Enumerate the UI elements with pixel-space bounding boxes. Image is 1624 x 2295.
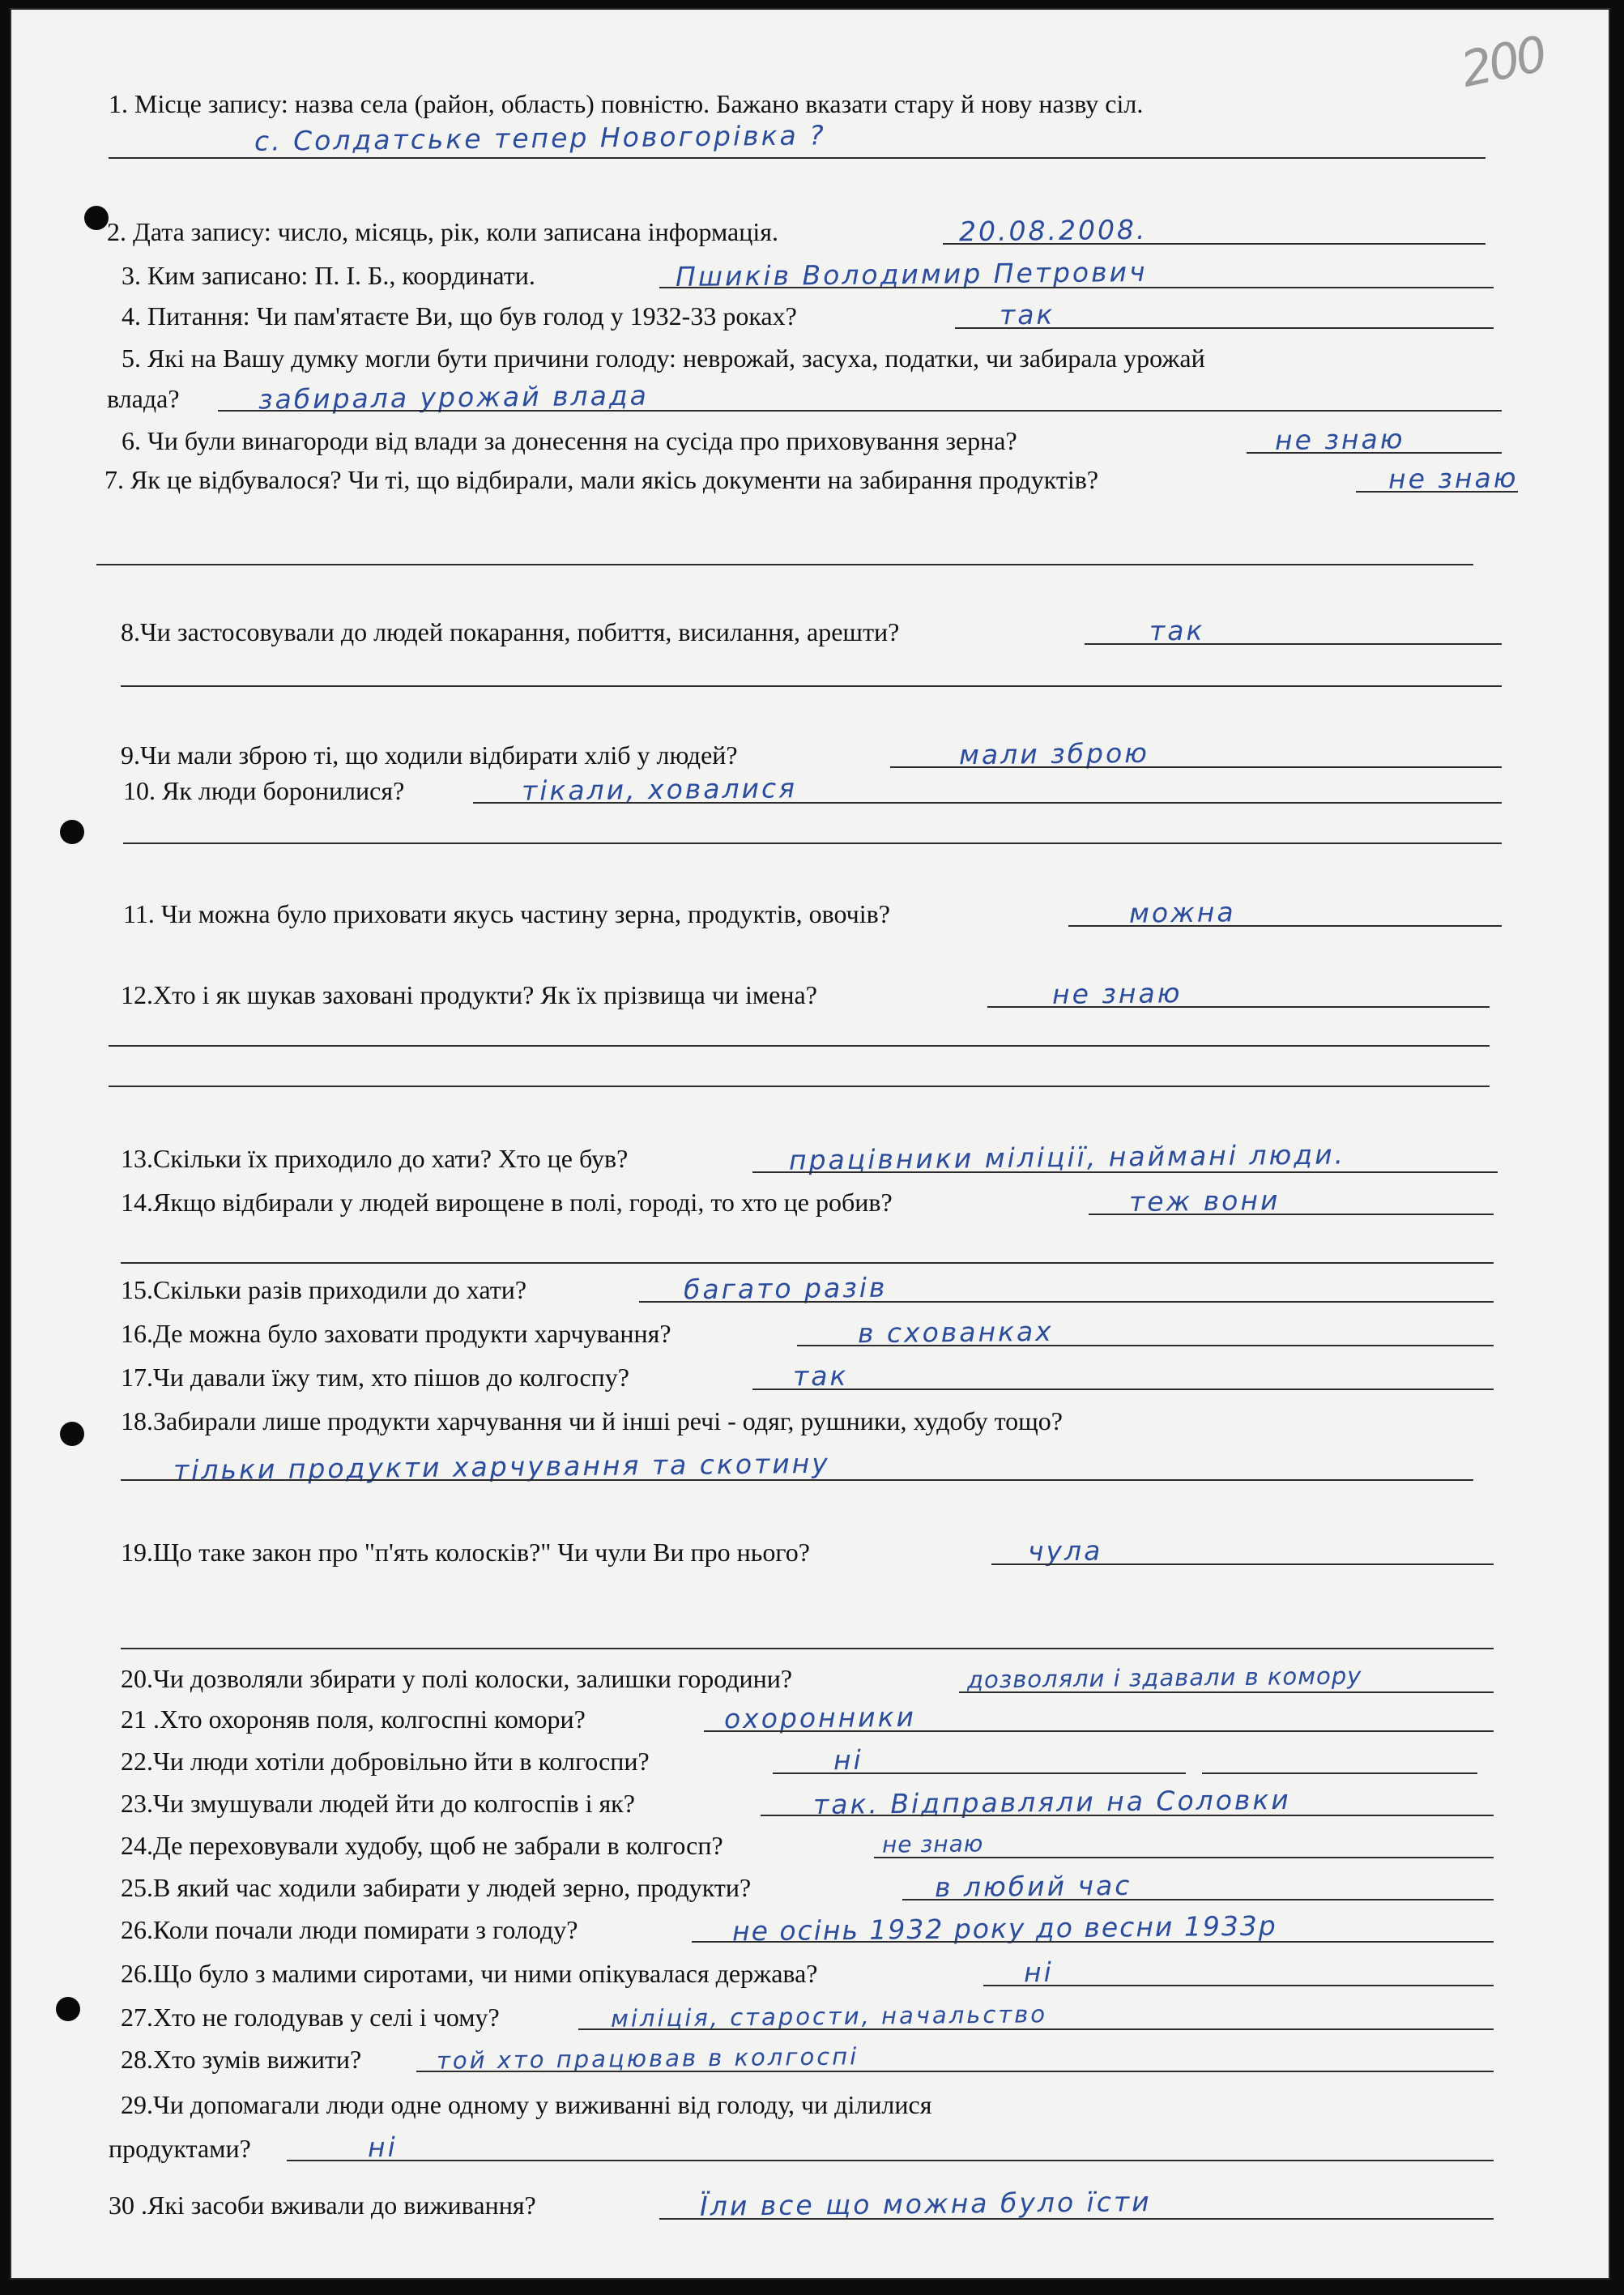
answer-line <box>1247 452 1502 454</box>
answer-line <box>797 1345 1494 1346</box>
question-17 <box>11 1361 1609 1393</box>
answer-text: так <box>1149 614 1205 647</box>
question-text: 1. Місце запису: назва села (район, область) повністю. Бажано вказати стару й нову назву сіл. <box>109 89 1144 118</box>
answer-line <box>639 1301 1494 1303</box>
question-text: 12.Хто і як шукав заховані продукти? Як їх прізвища чи імена? <box>121 980 817 1009</box>
answer-line <box>959 1691 1494 1693</box>
question-5 <box>11 342 1609 374</box>
question-text: 23.Чи змушували людей йти до колгоспів і як? <box>121 1789 635 1818</box>
answer-text: працівники міліції, наймані люди. <box>788 1138 1346 1176</box>
answer-line <box>955 327 1494 329</box>
question-22 <box>11 1745 1609 1777</box>
question-text: 16.Де можна було заховати продукти харчування? <box>121 1319 671 1348</box>
answer-line <box>473 802 1502 804</box>
answer-line <box>218 410 1502 412</box>
question-text: 27.Хто не голодував у селі і чому? <box>121 2003 500 2032</box>
question-text: 21 .Хто охороняв поля, колгоспні комори? <box>121 1704 586 1734</box>
question-text: 30 .Які засоби вживали до виживання? <box>109 2190 536 2220</box>
question-text: 7. Як це відбувалося? Чи ті, що відбирали, мали якісь документи на забирання продуктів? <box>104 465 1099 494</box>
question-text: влада? <box>107 384 180 413</box>
answer-line <box>752 1389 1494 1390</box>
answer-text: охоронники <box>723 1700 917 1735</box>
answer-line <box>1085 643 1502 645</box>
question-6 <box>11 424 1609 457</box>
answer-text: багато разів <box>683 1271 888 1306</box>
blank-answer-line <box>109 1086 1490 1087</box>
answer-text: міліція, старости, начальство <box>610 2000 1048 2033</box>
answer-line <box>659 2218 1494 2220</box>
answer-text: чула <box>1027 1534 1103 1568</box>
answer-text: теж вони <box>1128 1184 1281 1218</box>
answer-text: Їли все що можна було їсти <box>699 2186 1152 2222</box>
blank-answer-line <box>121 685 1502 687</box>
question-3 <box>11 255 1609 293</box>
question-text: 5. Які на Вашу думку могли бути причини голоду: неврожай, засуха, податки, чи забирала урожай <box>121 343 1205 373</box>
answer-text: с. Солдатське тепер Новогорівка ? <box>254 119 826 157</box>
answer-text: не знаю <box>881 1830 984 1858</box>
question-5-cont <box>11 379 1609 416</box>
answer-line <box>1089 1214 1494 1215</box>
question-text: 11. Чи можна було приховати якусь частину зерна, продуктів, овочів? <box>123 899 890 928</box>
answer-line <box>659 287 1494 288</box>
answer-line <box>874 1857 1494 1858</box>
question-text: 4. Питання: Чи пам'ятаєте Ви, що був голод у 1932-33 роках? <box>121 301 797 331</box>
answer-text: можна <box>1128 896 1236 929</box>
answer-text: так <box>999 298 1055 331</box>
blank-answer-line <box>121 1648 1494 1649</box>
answer-line <box>943 243 1485 245</box>
question-text: 13.Скільки їх приходило до хати? Хто це був? <box>121 1144 629 1173</box>
question-text: 9.Чи мали зброю ті, що ходили відбирати хліб у людей? <box>121 740 738 770</box>
answer-line <box>983 1985 1494 1986</box>
answer-line <box>761 1815 1494 1816</box>
answer-line <box>1356 491 1518 493</box>
answer-line <box>1068 925 1502 927</box>
answer-text: ні <box>833 1743 863 1777</box>
punch-hole <box>60 820 84 844</box>
answer-text: не осінь 1932 року до весни 1933р <box>731 1909 1277 1947</box>
question-28 <box>11 2043 1609 2075</box>
answer-text: забирала урожай влада <box>258 379 650 416</box>
answer-line <box>692 1941 1494 1943</box>
answer-text: так. Відправляли на Соловки <box>812 1783 1291 1821</box>
answer-text: так <box>792 1359 849 1393</box>
question-1 <box>11 87 1609 120</box>
question-text: 25.В який час ходили забирати у людей зерно, продукти? <box>121 1873 752 1902</box>
answer-line <box>578 2028 1494 2030</box>
question-text: 2. Дата запису: число, місяць, рік, коли записана інформація. <box>107 217 778 246</box>
question-8 <box>11 616 1609 648</box>
question-text: 15.Скільки разів приходили до хати? <box>121 1275 527 1304</box>
answer-line <box>416 2071 1494 2072</box>
question-13 <box>11 1138 1609 1176</box>
question-text: 20.Чи дозволяли збирати у полі колоски, залишки городини? <box>121 1664 793 1693</box>
answer-line <box>752 1171 1498 1173</box>
question-text: 18.Забирали лише продукти харчування чи й інші речі - одяг, рушники, худобу тощо? <box>121 1406 1063 1435</box>
question-25 <box>11 1871 1609 1904</box>
question-4 <box>11 300 1609 332</box>
answer-text: той хто працював в колгоспі <box>436 2042 859 2075</box>
question-text: 8.Чи застосовували до людей покарання, побиття, висилання, арешти? <box>121 617 900 646</box>
question-16 <box>11 1317 1609 1350</box>
question-text: 10. Як люди боронилися? <box>123 776 405 805</box>
answer-text: Пшиків Володимир Петрович <box>675 255 1148 293</box>
answer-line <box>704 1730 1494 1732</box>
answer-text: тікали, ховалися <box>521 772 798 807</box>
handwritten-page-number: 200 <box>1456 26 1549 99</box>
question-15 <box>11 1273 1609 1306</box>
blank-answer-line <box>123 842 1502 844</box>
answer-text: не знаю <box>1051 977 1183 1010</box>
question-20 <box>11 1662 1609 1695</box>
answer-line <box>773 1772 1186 1774</box>
blank-answer-line <box>109 1045 1490 1047</box>
question-21 <box>11 1700 1609 1735</box>
question-text: 22.Чи люди хотіли добровільно йти в колгоспи? <box>121 1747 650 1776</box>
blank-answer-line <box>121 1262 1494 1264</box>
answer-text: ні <box>1023 1956 1054 1989</box>
question-text: продуктами? <box>109 2134 251 2163</box>
question-text: 24.Де переховували худобу, щоб не забрали в колгосп? <box>121 1831 723 1860</box>
question-10 <box>11 774 1609 807</box>
question-text: 6. Чи були винагороди від влади за донесення на сусіда про приховування зерна? <box>121 426 1017 455</box>
question-text: 14.Якщо відбирали у людей вирощене в полі, городі, то хто це робив? <box>121 1188 893 1217</box>
question-26 <box>11 1909 1609 1947</box>
question-30 <box>11 2186 1609 2222</box>
question-12 <box>11 979 1609 1011</box>
blank-answer-line <box>96 564 1473 565</box>
question-7 <box>11 463 1609 496</box>
question-24 <box>11 1829 1609 1862</box>
answer-text: дозволяли і здавали в комору <box>966 1662 1362 1694</box>
answer-text: мали зброю <box>958 736 1150 771</box>
answer-text: 20.08.2008. <box>958 213 1148 248</box>
question-14 <box>11 1186 1609 1218</box>
answer-line <box>987 1006 1490 1008</box>
question-text: 3. Ким записано: П. І. Б., координати. <box>121 261 535 290</box>
question-19 <box>11 1536 1609 1568</box>
answer-text: ні <box>367 2131 398 2164</box>
answer-text: не знаю <box>1387 462 1519 495</box>
question-29-cont <box>11 2132 1609 2165</box>
question-26b <box>11 1957 1609 1990</box>
question-text: 29.Чи допомагали люди одне одному у виживанні від голоду, чи ділилися <box>121 2090 932 2119</box>
question-18 <box>11 1405 1609 1437</box>
answer-text: в любий час <box>934 1869 1132 1904</box>
question-text: 28.Хто зумів вижити? <box>121 2045 362 2074</box>
answer-line <box>902 1899 1494 1900</box>
answer-line <box>121 1479 1473 1481</box>
answer-line <box>109 157 1485 159</box>
answer-line <box>991 1563 1494 1565</box>
answer-line <box>287 2160 1494 2161</box>
question-text: 19.Що таке закон про "п'ять колосків?" Чи чули Ви про нього? <box>121 1538 810 1567</box>
question-2 <box>11 215 1609 248</box>
answer-text: не знаю <box>1274 423 1405 456</box>
question-29 <box>11 2088 1609 2121</box>
answer-line <box>1202 1772 1477 1774</box>
answer-text: в схованках <box>857 1315 1054 1350</box>
question-text: 26.Коли почали люди помирати з голоду? <box>121 1915 578 1944</box>
question-9 <box>11 736 1609 771</box>
question-27 <box>11 2001 1609 2033</box>
question-text: 26.Що було з малими сиротами, чи ними опікувалася держава? <box>121 1959 818 1988</box>
answer-text: тільки продукти харчування та скотину <box>173 1447 831 1487</box>
question-11 <box>11 898 1609 930</box>
question-23 <box>11 1783 1609 1821</box>
answer-line <box>890 766 1502 768</box>
answer-line-1 <box>11 119 1609 157</box>
question-text: 17.Чи давали їжу тим, хто пішов до колгоспу? <box>121 1363 629 1392</box>
questionnaire-sheet <box>11 10 1609 2278</box>
question-18-answer <box>11 1447 1609 1487</box>
